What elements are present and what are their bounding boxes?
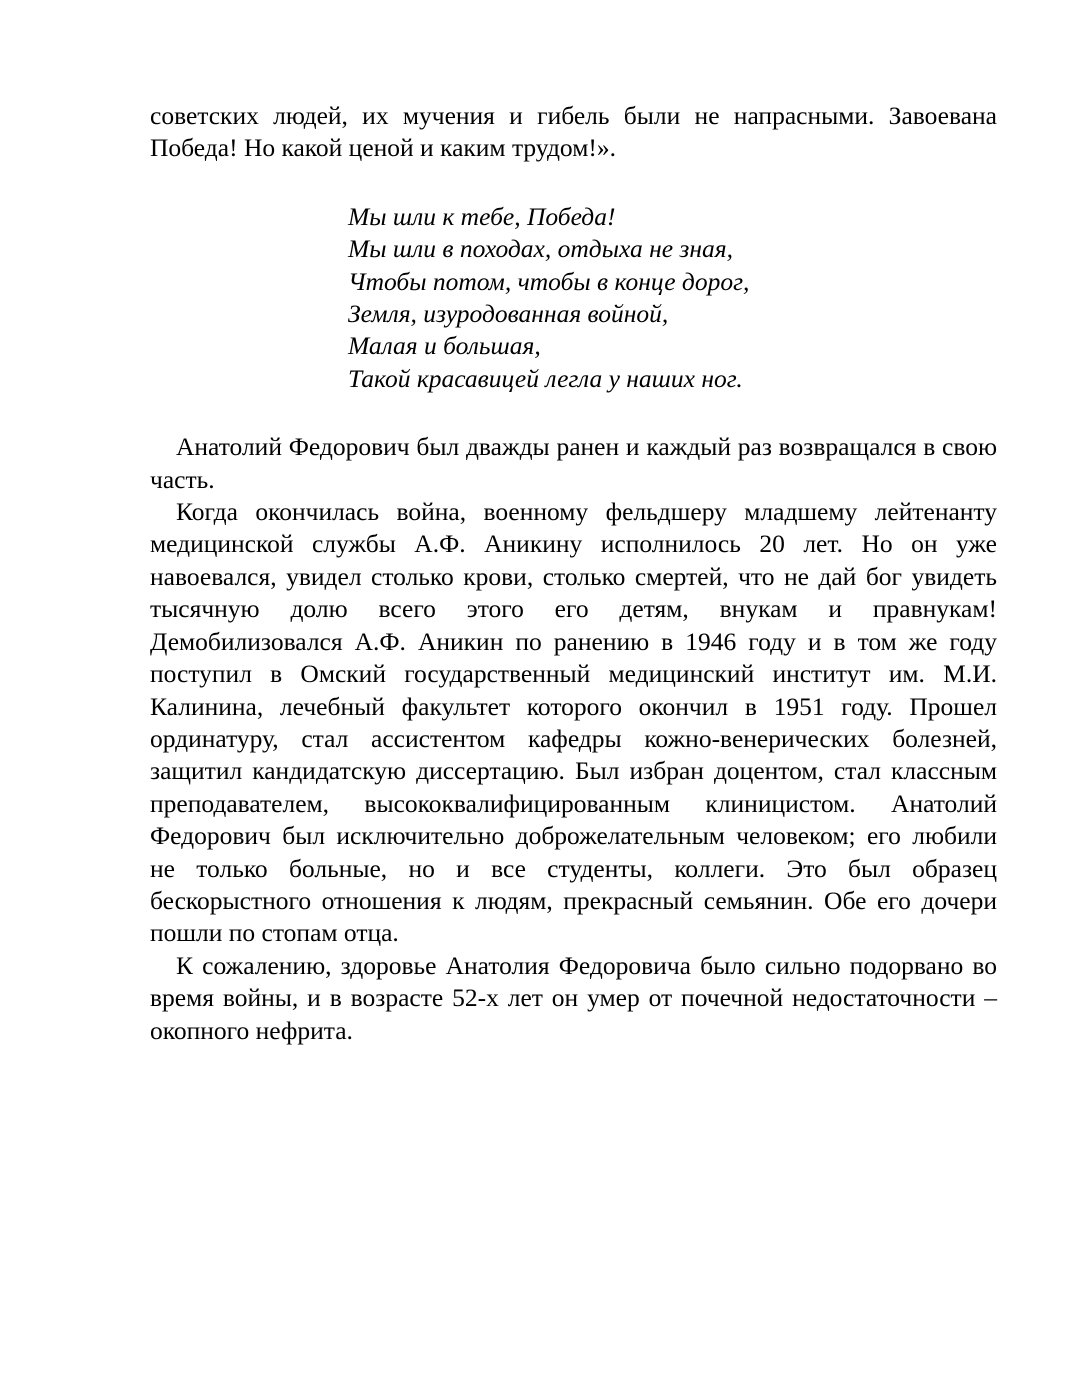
poem-line: Такой красавицей легла у наших ног. [348, 363, 743, 393]
poem-line: Земля, изуродованная войной, [348, 299, 669, 329]
poem-line: Чтобы потом, чтобы в конце дорог, [348, 266, 750, 296]
paragraph-wounded: Анатолий Федорович был дважды ранен и каждый раз возвращался в свою часть. [150, 432, 997, 494]
poem-line: Мы шли к тебе, Победа! [348, 201, 616, 231]
intro-paragraph: советских людей, их мучения и гибель были не напрасными. Завоевана Победа! Но какой ценой и каким трудом!». [150, 101, 997, 163]
poem-block [348, 201, 997, 395]
poem-line: Мы шли в походах, отдыха не зная, [348, 234, 733, 264]
poem-line: Малая и большая, [348, 331, 541, 361]
paragraph-death: К сожалению, здоровье Анатолия Федоровича было сильно подорвано во время войны, и в возрасте 52-х лет он умер от почечной недостаточности – окопного нефрита. [150, 950, 997, 1045]
document-page [150, 100, 997, 1047]
paragraph-career: Когда окончилась война, военному фельдшеру младшему лейтенанту медицинской службы А.Ф. Аникину исполнилось 20 лет. Но он уже навоевался, увидел столько крови, столько смертей, что не дай бог увидеть тысячную долю всего этого его детям, внукам и правнукам! Демобилизовался А.Ф. Аникин по ранению в 1946 году и в том же году поступил в Омский государственный медицинский институт им. М.И. Калинина, лечебный факультет которого окончил в 1951 году. Прошел ординатуру, стал ассистентом кафедры кожно-венерических болезней, защитил кандидатскую диссертацию. Был избран доцентом, стал классным преподавателем, высококвалифицированным клиницистом. Анатолий Федорович был исключительно доброжелательным человеком; его любили не только больные, но и все студенты, коллеги. Это был образец бескорыстного отношения к людям, прекрасный семьянин. Обе его дочери пошли по стопам отца. [150, 497, 997, 948]
